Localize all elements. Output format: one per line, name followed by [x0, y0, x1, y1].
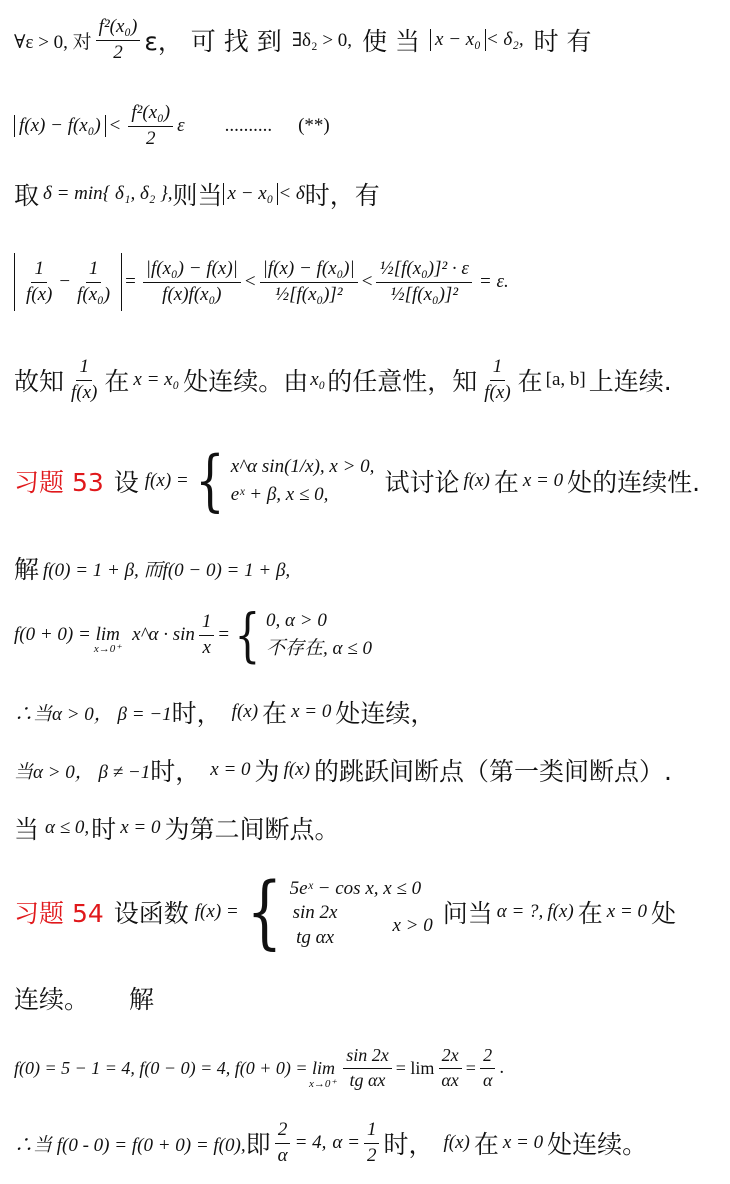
math: x = 0 — [606, 901, 647, 922]
math: f(x) = — [144, 470, 189, 491]
math: ∴当 f(0 - 0) = f(0 + 0) = f(0), — [14, 1134, 246, 1156]
math: = ε. — [478, 271, 509, 292]
math: x = 0 — [210, 759, 251, 780]
denominator: α — [277, 1144, 288, 1166]
fraction — [343, 1046, 392, 1091]
numerator: 2 — [275, 1120, 291, 1144]
text: 时， — [383, 1130, 434, 1159]
text: 的跳跃间断点（第一类间断点）. — [313, 757, 672, 786]
math: x = 0 — [120, 817, 161, 838]
para-5 — [0, 350, 730, 410]
abs-value: f(x) − f(x₀) — [14, 115, 106, 137]
piecewise-cases — [290, 875, 433, 949]
text: 则当 — [172, 181, 223, 210]
math: α ≤ 0, — [45, 817, 90, 838]
math: ∃δ₂ > 0, — [291, 29, 353, 51]
numerator: 2x — [439, 1046, 462, 1069]
case: 0, α > 0 — [266, 609, 327, 631]
math: ε — [177, 115, 185, 136]
text: 在 — [517, 367, 543, 396]
case: 不存在, α ≤ 0 — [266, 638, 372, 659]
para-2 — [0, 98, 730, 154]
denominator: 2 — [366, 1144, 377, 1166]
left-brace: { — [195, 442, 225, 519]
fraction — [260, 259, 358, 306]
left-brace: { — [234, 601, 261, 669]
numerator: 1 — [31, 259, 47, 283]
text: ∀ε > 0, 对 — [14, 31, 92, 53]
solution-53-line-3 — [0, 694, 730, 730]
text: 问当 — [442, 899, 493, 928]
math: ∴当α > 0， β = −1 — [14, 703, 172, 725]
math: f(x) — [283, 759, 310, 780]
case: eˣ + β, x ≤ 0, — [230, 484, 329, 505]
denominator: α — [482, 1069, 493, 1090]
text: 即 — [245, 1130, 271, 1159]
numerator: 1 — [199, 612, 215, 636]
denominator: tg αx — [349, 1069, 386, 1090]
denominator: ½[f(x₀)]² — [390, 283, 459, 305]
denominator: f(x) — [71, 381, 98, 403]
fraction — [143, 259, 241, 306]
fraction — [96, 17, 141, 64]
math: f(x) — [231, 701, 259, 722]
math: δ = min{ δ₁, δ₂ }, — [43, 183, 173, 204]
exercise-54-cont — [0, 980, 730, 1016]
fraction — [23, 259, 55, 306]
fraction — [290, 903, 341, 949]
solution-53-line-4 — [0, 752, 730, 788]
math: x = 0 — [502, 1132, 544, 1153]
text: 为第二间断点。 — [164, 815, 340, 844]
text: 时 — [91, 815, 117, 844]
text: 上连续. — [588, 367, 672, 396]
limit-subscript — [94, 642, 121, 655]
math: [a, b] — [545, 369, 586, 390]
fraction — [376, 259, 471, 306]
exercise-53 — [0, 438, 730, 524]
case: x^α sin(1/x), x > 0, — [230, 455, 375, 477]
denominator: tg αx — [296, 927, 335, 949]
math: x₀ — [310, 369, 326, 390]
solution-54-line-2 — [0, 1112, 730, 1174]
numerator: ½[f(x₀)]² · ε — [376, 259, 471, 283]
numerator: 1 — [76, 357, 92, 381]
limit-sub: x→0⁺ — [309, 1077, 337, 1090]
limit-subscript — [309, 1077, 336, 1090]
math: f(0) = 1 + β, 而f(0 − 0) = 1 + β, — [43, 559, 291, 581]
text: 设函数 — [113, 899, 189, 928]
denominator: f(x₀) — [77, 283, 111, 305]
text: 取 — [14, 181, 40, 210]
text: 处的连续性. — [567, 468, 701, 497]
text: 连续。 — [14, 985, 90, 1014]
solution-53-limit — [0, 601, 730, 669]
numerator: f²(x₀) — [96, 17, 141, 41]
math: − — [59, 271, 71, 292]
text: 时 有 — [533, 27, 592, 56]
numerator: |f(x₀) − f(x)| — [143, 259, 241, 283]
math: = lim — [395, 1057, 435, 1078]
fraction — [481, 357, 513, 404]
math: f(x) — [443, 1132, 470, 1153]
math: < δ — [278, 183, 305, 204]
math: x = x₀ — [133, 369, 180, 390]
text: 处 — [650, 899, 676, 928]
math: < δ₂, — [485, 29, 524, 50]
fraction — [480, 1046, 495, 1091]
denominator: αx — [441, 1069, 459, 1090]
math: = — [465, 1057, 476, 1078]
text: 在 — [473, 1130, 499, 1159]
numerator: 1 — [86, 259, 102, 283]
denominator: 2 — [113, 41, 123, 63]
text: 解 — [129, 985, 155, 1014]
math: f(x) = — [194, 901, 239, 922]
text: 处连续， — [335, 699, 436, 728]
numerator: 2 — [480, 1046, 495, 1069]
text: 在 — [262, 699, 288, 728]
para-1 — [0, 12, 730, 68]
math: = 4, — [294, 1132, 327, 1153]
math: = — [218, 624, 230, 645]
numerator: |f(x) − f(x₀)| — [260, 259, 358, 283]
numerator: 1 — [490, 357, 506, 381]
text: 试讨论 — [384, 468, 460, 497]
exercise-54 — [0, 866, 730, 958]
math: 当α > 0， β ≠ −1 — [14, 761, 151, 783]
text: 为 — [254, 757, 280, 786]
left-brace: { — [246, 865, 282, 958]
text: 在 — [577, 899, 603, 928]
condition: x > 0 — [392, 915, 433, 936]
math: x = 0 — [522, 470, 564, 491]
case: 5eˣ − cos x, x ≤ 0 — [289, 877, 422, 899]
math: α = ?, — [496, 901, 544, 922]
denominator: f(x) — [484, 381, 511, 403]
para-3 — [0, 176, 730, 212]
numerator: sin 2x — [292, 902, 338, 924]
text: 在 — [104, 367, 130, 396]
math: f(0) = 5 − 1 = 4, f(0 − 0) = 4, f(0 + 0) = lim — [14, 1057, 335, 1078]
abs-value: x − x₀ — [223, 183, 279, 205]
text: 在 — [493, 468, 519, 497]
fraction — [74, 259, 113, 306]
abs-value: x − x₀ — [430, 29, 486, 51]
text: 故知 — [14, 367, 65, 396]
text: 时， — [150, 757, 201, 786]
piecewise-cases — [266, 607, 372, 664]
math: f(0 + 0) = lim — [14, 624, 120, 645]
exercise-label: 习题 54 — [14, 899, 104, 928]
fraction — [364, 1120, 380, 1167]
fraction — [438, 1046, 461, 1091]
text: 解 — [14, 555, 40, 584]
denominator: f(x) — [26, 283, 53, 305]
text: 处连续。由 — [183, 367, 309, 396]
para-4-equation — [0, 228, 730, 336]
solution-54-line-1 — [0, 1036, 730, 1100]
math: < — [361, 271, 373, 292]
text: 的任意性，知 — [327, 367, 478, 396]
piecewise-cases — [231, 453, 375, 510]
solution-53-line-1 — [0, 550, 730, 586]
dots: .......... — [224, 115, 273, 136]
text: 处连续。 — [547, 1130, 648, 1159]
math: f(x) — [463, 470, 490, 491]
denominator: f(x)f(x₀) — [162, 283, 222, 305]
denominator: x — [202, 636, 211, 658]
equation-tag: (**) — [298, 115, 330, 136]
solution-53-line-5 — [0, 810, 730, 846]
text: 使 当 — [362, 27, 421, 56]
fraction — [275, 1120, 291, 1167]
math: x = 0 — [291, 701, 332, 722]
numerator: 1 — [364, 1120, 380, 1144]
math: α = — [332, 1132, 360, 1153]
denominator: 2 — [145, 127, 156, 149]
numerator: f²(x₀) — [128, 103, 173, 127]
fraction — [199, 612, 215, 659]
fraction — [128, 103, 173, 150]
math: < — [244, 271, 256, 292]
math: < — [109, 115, 121, 136]
text: 设 — [113, 468, 139, 497]
numerator: sin 2x — [343, 1046, 392, 1069]
text: 时， — [171, 699, 222, 728]
text: 当 — [14, 815, 40, 844]
exercise-label: 习题 53 — [14, 468, 104, 497]
text: ε， 可 找 到 — [144, 27, 282, 56]
text: 时，有 — [304, 181, 380, 210]
case — [290, 903, 433, 949]
limit-sub: x→0⁺ — [93, 642, 122, 655]
math: f(x) — [547, 901, 574, 922]
math: . — [499, 1057, 505, 1078]
fraction — [68, 357, 100, 404]
denominator: ½[f(x₀)]² — [274, 283, 343, 305]
math: x^α · sin — [132, 624, 195, 645]
abs-value — [14, 253, 122, 312]
math: = — [125, 271, 136, 292]
